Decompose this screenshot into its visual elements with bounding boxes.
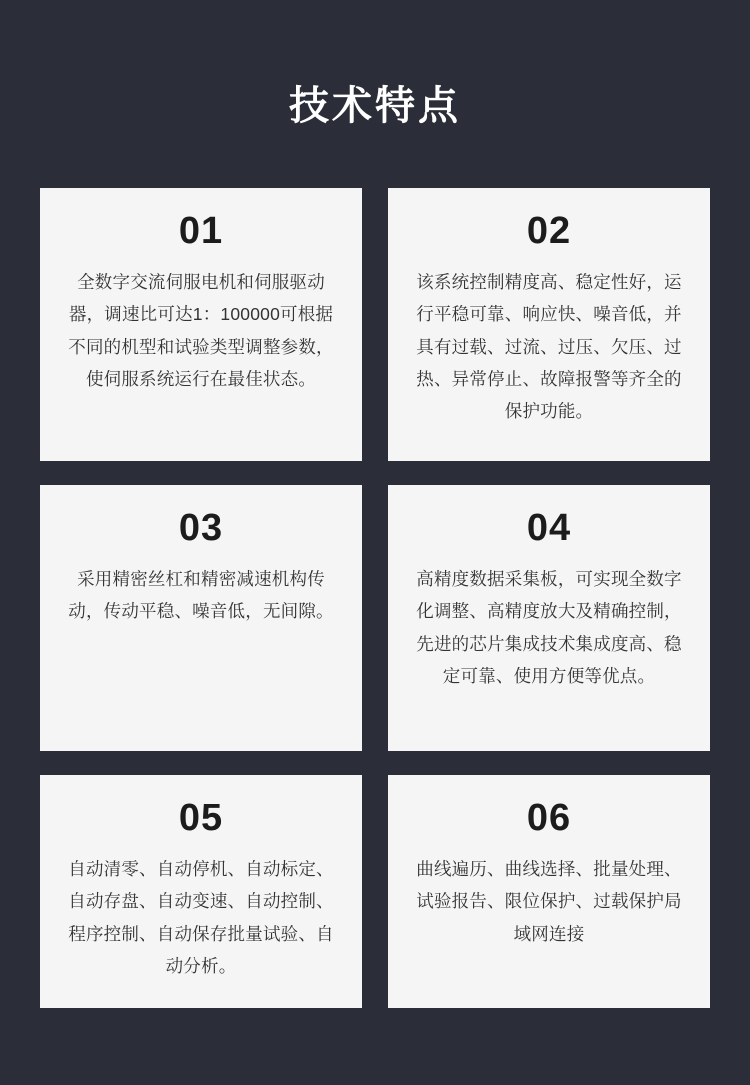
feature-card-number: 05 xyxy=(178,797,224,839)
feature-card-01 xyxy=(40,188,362,461)
feature-card-04 xyxy=(388,485,710,751)
feature-card-06 xyxy=(388,775,710,1008)
feature-card-number: 06 xyxy=(526,797,572,839)
feature-card-05 xyxy=(40,775,362,1008)
feature-card-text: 全数字交流伺服电机和伺服驱动器，调速比可达1：100000可根据不同的机型和试验类型调整参数，使伺服系统运行在最佳状态。 xyxy=(68,271,334,390)
feature-card-02 xyxy=(388,188,710,461)
feature-cards-grid xyxy=(40,188,710,1008)
page-title: 技术特点 xyxy=(289,84,461,128)
feature-card-number: 03 xyxy=(178,507,224,549)
feature-card-text: 该系统控制精度高、稳定性好，运行平稳可靠、响应快、噪音低，并具有过载、过流、过压、欠压、过热、异常停止、故障报警等齐全的保护功能。 xyxy=(416,271,682,422)
feature-card-text: 高精度数据采集板，可实现全数字化调整、高精度放大及精确控制，先进的芯片集成技术集成度高、稳定可靠、使用方便等优点。 xyxy=(416,568,682,687)
feature-card-number: 04 xyxy=(526,507,572,549)
feature-card-text: 曲线遍历、曲线选择、批量处理、试验报告、限位保护、过载保护局域网连接 xyxy=(416,858,682,944)
feature-card-text: 自动清零、自动停机、自动标定、自动存盘、自动变速、自动控制、程序控制、自动保存批量试验、自动分析。 xyxy=(68,858,334,977)
feature-card-03 xyxy=(40,485,362,751)
feature-card-number: 02 xyxy=(526,210,572,252)
feature-card-text: 采用精密丝杠和精密减速机构传动，传动平稳、噪音低，无间隙。 xyxy=(68,568,334,622)
feature-card-number: 01 xyxy=(178,210,224,252)
